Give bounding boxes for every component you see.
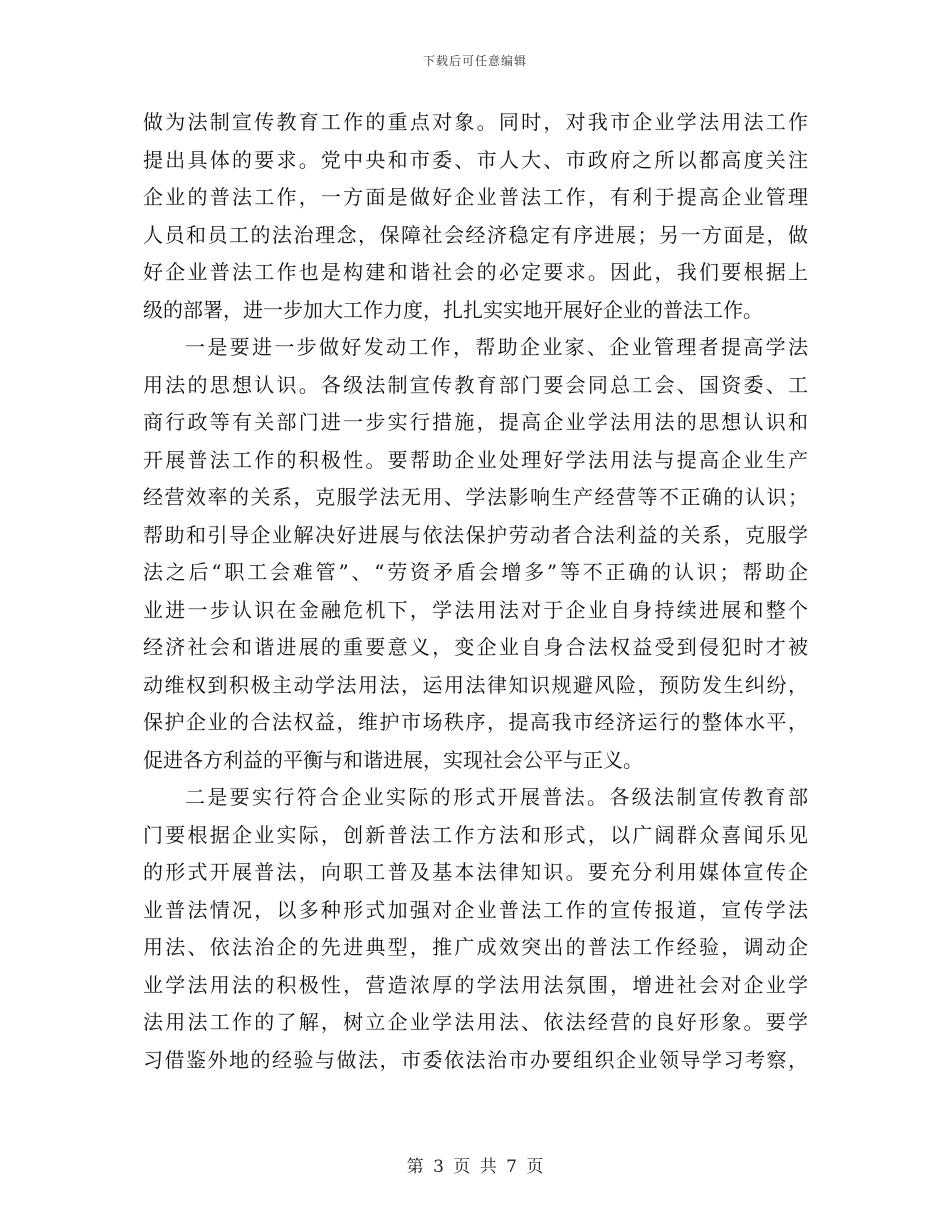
text-line: 经营效率的关系，克服学法无用、学法影响生产经营等不正确的认识； <box>143 485 808 509</box>
text-line: 业进一步认识在金融危机下，学法用法对于企业自身持续进展和整个 <box>143 597 808 622</box>
text-line: 商行政等有关部门进一步实行措施，提高企业学法用法的思想认识和 <box>143 410 808 434</box>
text-line: 好企业普法工作也是构建和谐社会的必定要求。因此，我们要根据上 <box>143 260 808 284</box>
page-number-footer: 第 3 页 共 7 页 <box>406 1157 544 1177</box>
text-line: 的形式开展普法，向职工普及基本法律知识。要充分利用媒体宣传企 <box>143 860 808 884</box>
text-line: 法用法工作的了解，树立企业学法用法、依法经营的良好形象。要学 <box>143 1010 808 1034</box>
text-line: 法之后“职工会难管”、“劳资矛盾会增多”等不正确的认识；帮助企 <box>143 560 808 584</box>
text-line: 经济社会和谐进展的重要意义，变企业自身合法权益受到侵犯时才被 <box>143 635 808 659</box>
text-line: 门要根据企业实际，创新普法工作方法和形式，以广阔群众喜闻乐见 <box>143 822 808 847</box>
text-line: 级的部署，进一步加大工作力度，扎扎实实地开展好企业的普法工作。 <box>143 297 763 322</box>
text-line: 人员和员工的法治理念，保障社会经济稳定有序进展；另一方面是，做 <box>143 222 808 247</box>
text-line: 业学法用法的积极性，营造浓厚的学法用法氛围，增进社会对企业学 <box>143 972 808 997</box>
text-line: 保护企业的合法权益，维护市场秩序，提高我市经济运行的整体水平， <box>143 710 808 734</box>
text-line: 帮助和引导企业解决好进展与依法保护劳动者合法利益的关系，克服学 <box>143 522 808 547</box>
text-line: 二是要实行符合企业实际的形式开展普法。各级法制宣传教育部 <box>185 785 808 809</box>
text-line: 习借鉴外地的经验与做法，市委依法治市办要组织企业领导学习考察， <box>143 1047 808 1072</box>
text-line: 做为法制宣传教育工作的重点对象。同时，对我市企业学法用法工作 <box>143 110 808 134</box>
text-line: 用法的思想认识。各级法制宣传教育部门要会同总工会、国资委、工 <box>143 372 808 397</box>
text-line: 企业的普法工作，一方面是做好企业普法工作，有利于提高企业管理 <box>143 185 808 209</box>
text-line: 业普法情况，以多种形式加强对企业普法工作的宣传报道，宣传学法 <box>143 897 808 922</box>
text-line: 一是要进一步做好发动工作，帮助企业家、企业管理者提高学法 <box>185 335 808 359</box>
text-line: 动维权到积极主动学法用法，运用法律知识规避风险，预防发生纠纷， <box>143 672 808 697</box>
document-body <box>143 104 808 1079</box>
text-line: 用法、依法治企的先进典型，推广成效突出的普法工作经验，调动企 <box>143 935 808 959</box>
page-header: 下载后可任意编辑 <box>422 54 527 68</box>
text-line: 促进各方利益的平衡与和谐进展，实现社会公平与正义。 <box>143 747 643 772</box>
text-line: 开展普法工作的积极性。要帮助企业处理好学法用法与提高企业生产 <box>143 447 808 472</box>
text-line: 提出具体的要求。党中央和市委、市人大、市政府之所以都高度关注 <box>143 147 808 172</box>
